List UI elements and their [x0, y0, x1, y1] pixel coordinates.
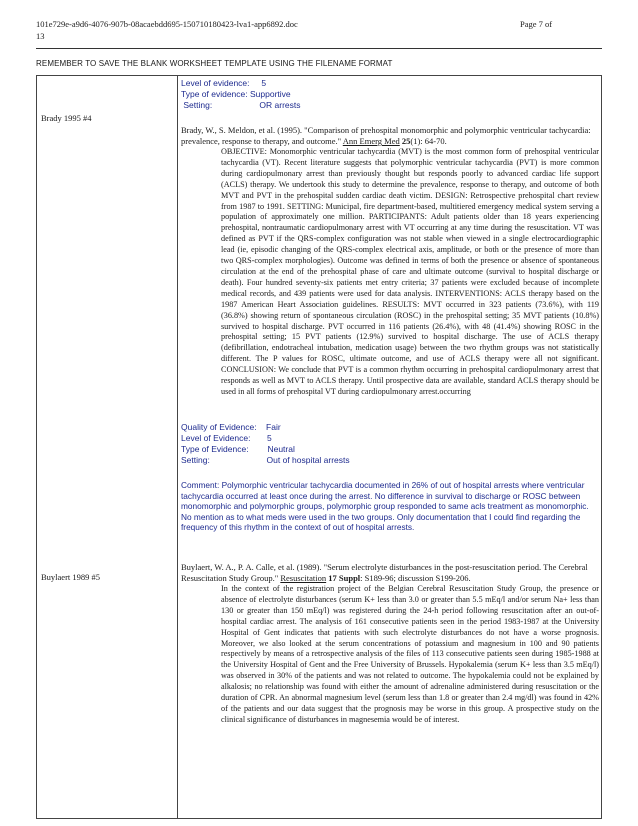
buylaert-volume: 17 Suppl [328, 573, 361, 583]
reminder-banner: REMEMBER TO SAVE THE BLANK WORKSHEET TEMPLATE USING THE FILENAME FORMAT [36, 59, 393, 68]
worksheet-table [36, 75, 602, 819]
brady-citation [181, 125, 599, 147]
row-label-brady: Brady 1995 #4 [41, 113, 92, 123]
page-number-total: 13 [36, 31, 45, 41]
buylaert-journal: Resuscitation [280, 573, 327, 583]
row-label-buylaert: Buylaert 1989 #5 [41, 572, 101, 582]
buylaert-pages: : S189-96; discussion S199-206. [360, 573, 471, 583]
buylaert-citation [181, 562, 599, 584]
brady-evidence-assessment [181, 422, 599, 466]
page-number [520, 18, 552, 30]
brady-reference [181, 125, 599, 398]
brady-comment: Comment: Polymorphic ventricular tachycardia documented in 26% of out of hospital arrests where ventricular tachycardia occurred at least once during the arrest. No difference in survival to discharge or ROSC between monomorphic and polymorphic groups, polymorphic group responded to same acls treatment as monomorphic. No mention as to what meds were used in the two groups. Only documentation that I could find regarding the frequency of this rhythm in the context of out of hospital arrests. [181, 480, 589, 533]
brady-pages: (1): 64-70. [410, 136, 447, 146]
brady-type-of-evidence: Type of evidence: Supportive [181, 89, 291, 99]
page-number-line1: Page 7 of [520, 19, 553, 29]
header-rule [36, 48, 602, 49]
buylaert-abstract: In the context of the registration project of the Belgian Cerebral Resuscitation Study Group, the presence or absence of electrolyte disturbances (serum K+ less than 3.0 or greater than 5.5 mEq/l and/or serum Na+ less than 130 or greater than 150 mEq/l) was registered during the 24-h period following resuscitation after an out-of-hospital cardiac arrest. The analysis of 161 consecutive patients seen in the period 1983-1987 at the University Hospital of Gent indicates that patients with such electrolyte disturbances do not have a worse prognosis. Moreover, we also looked at the serum concentrations of potassium and magnesium in 100 and 90 patients respectively by means of a retrospective analysis of the files of 113 consecutive patients seen during 1985-1988 at the University Hospital of Gent and the Free University of Brussels. Hypokalemia (serum K+ less than 3.5 mEq/l) was observed in 30% of the patients and was not related to outcome. The hypokalemia could not be explained by alkalosis; no relationship was found with either the amount of adrenaline administered during resuscitation or the duration of CPR. An abnormal magnesium level (serum less than 1.8 or greater than 2.4 mg/dl) was found in 42% of the patients and our data suggest that the prognosis may be worse in this group. A prospective study on the clinical significance of disturbances in magnesemia would be of interest. [221, 584, 599, 724]
brady-quality-of-evidence: Quality of Evidence: Fair [181, 422, 281, 432]
brady-abstract: OBJECTIVE: Monomorphic ventricular tachycardia (MVT) is the most common form of prehospital ventricular tachycardia (VT). Recent literature suggests that polymorphic ventricular tachycardia (PVT) is more common during cardiopulmonary arrest than previously thought but responds poorly to advanced cardiac life support (ACLS) therapy. We undertook this study to determine the prevalence, response to therapy, and outcome of both MVT and PVT in the prehospital sudden cardiac death victim. DESIGN: Retrospective prehospital chart review from 1987 to 1991. SETTING: Municipal, fire department-based, multitiered emergency medical system serving a population of approximately one million. PARTICIPANTS: Adult patients older than 18 years experiencing prehospital, nontraumatic cardiopulmonary arrest with VT occurring at any time during the resuscitation. VT was defined as PVT if the QRS-complex configuration was not stable when viewed in a single electrocardiographic lead (ie, episodic changing of the QRS-complex electrical axis, amplitude, or both or the presence of more than two QRS-complex morphologies). Outcome was defined in terms of both the presence or absence of spontaneous circulation at the end of the prehospital phase of care and ultimate outcome (survival to hospital discharge or death). Four hundred seventy-six patients met entry criteria; 37 patients were excluded because of incomplete medical records, and 439 patients were used for data analysis. INTERVENTIONS: ACLS therapy based on the 1987 American Heart Association guidelines. RESULTS: MVT occurred in 323 patients (73.6%), with 119 (36.8%) showing return of spontaneous circulation (ROSC) in the prehospital setting; 35 MVT patients (10.8%) survived to hospital discharge. PVT occurred in 116 patients (26.4%), with 48 (41.4%) showing ROSC in the prehospital setting; 15 PVT patients (12.9%) survived to hospital discharge. The use of ACLS therapy (defibrillation, endotracheal intubation, medication usage) between the two rhythm groups was not statistically different. The P values for ROSC, ultimate outcome, and use of ACLS therapy were all not significant. CONCLUSION: We conclude that PVT is a common rhythm occurring in prehospital cardiopulmonary arrest that responds as well as MVT to ACLS therapy. Until prospective data are available, standard ACLS therapy should be used in all forms of prehospital VT during cardiopulmonary arrest.occurring [221, 147, 599, 396]
header-filename: 101e729e-a9d6-4076-907b-08acaebdd695-150710180423-lva1-app6892.doc [36, 19, 298, 29]
brady-journal: Ann Emerg Med [342, 136, 400, 146]
brady-level-of-evidence-2: Level of Evidence: 5 [181, 433, 272, 443]
brady-evidence-summary [181, 78, 599, 111]
buylaert-citation-text: Buylaert, W. A., P. A. Calle, et al. (1989). "Serum electrolyte disturbances in the post-resuscitation period. The Cerebral Resuscitation Study Group." [181, 562, 588, 583]
column-divider [177, 76, 178, 818]
brady-type-of-evidence-2: Type of Evidence: Neutral [181, 444, 295, 454]
brady-volume: 25 [401, 136, 411, 146]
brady-setting: Setting: OR arrests [181, 100, 301, 110]
buylaert-reference [181, 562, 599, 726]
brady-level-of-evidence: Level of evidence: 5 [181, 78, 267, 88]
brady-citation-text: Brady, W., S. Meldon, et al. (1995). "Comparison of prehospital monomorphic and polymorphic ventricular tachycardia: prevalence, response to therapy, and outcome." [181, 125, 591, 146]
brady-setting-2: Setting: Out of hospital arrests [181, 455, 350, 465]
